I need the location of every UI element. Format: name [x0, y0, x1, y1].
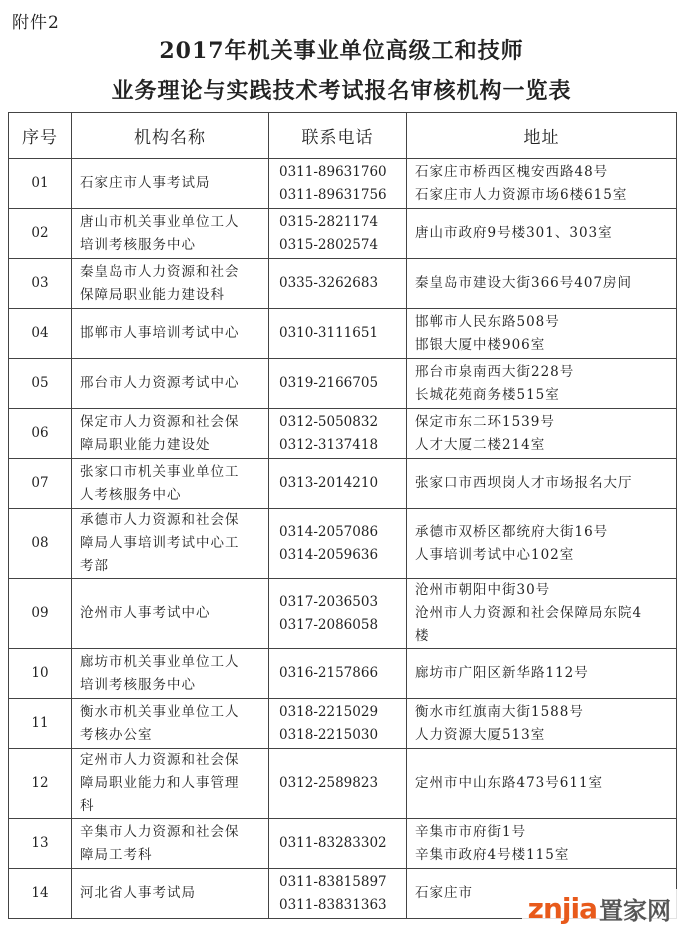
cell-phone	[269, 159, 407, 209]
cell-phone-line: 0311-89631756	[279, 186, 387, 203]
cell-address	[407, 209, 677, 259]
cell-phone	[269, 359, 407, 409]
page-title-line1: 2017年机关事业单位高级工和技师	[159, 38, 524, 64]
cell-phone-line: 0311-83283302	[279, 835, 387, 851]
cell-name	[72, 159, 269, 209]
cell-address-line: 唐山市政府9号楼301、303室	[415, 225, 613, 241]
cell-phone	[269, 699, 407, 749]
table-row	[9, 699, 677, 749]
cell-name-line: 保障局职业能力建设科	[80, 286, 225, 303]
cell-no: 09	[9, 579, 72, 649]
cell-phone-line: 0313-2014210	[279, 475, 379, 491]
cell-phone	[269, 309, 407, 359]
cell-address	[407, 259, 677, 309]
table-row	[9, 579, 677, 649]
cell-name-line: 沧州市人事考试中心	[80, 605, 211, 621]
cell-no: 05	[9, 359, 72, 409]
cell-phone-line: 0311-89631760	[279, 163, 387, 180]
cell-address-line: 张家口市西坝岗人才市场报名大厅	[415, 475, 633, 491]
cell-no: 14	[9, 869, 72, 919]
cell-phone-line: 0314-2059636	[279, 546, 379, 563]
column-header-no: 序号	[9, 113, 72, 159]
cell-phone-line: 0310-3111651	[279, 325, 379, 341]
page-title-line2: 业务理论与实践技术考试报名审核机构一览表	[111, 78, 572, 104]
table-row	[9, 209, 677, 259]
cell-name-line: 秦皇岛市人力资源和社会	[80, 263, 240, 280]
column-header-phone: 联系电话	[269, 113, 407, 159]
table-header-row	[9, 113, 677, 159]
cell-address-line: 辛集市市府街1号	[415, 823, 527, 840]
table-row	[9, 309, 677, 359]
cell-name-line: 邢台市人力资源考试中心	[80, 375, 240, 391]
cell-no: 10	[9, 649, 72, 699]
cell-phone	[269, 579, 407, 649]
table-row	[9, 259, 677, 309]
cell-no: 08	[9, 509, 72, 579]
cell-no: 07	[9, 459, 72, 509]
cell-address-line: 邯郸市人民东路508号	[415, 313, 560, 330]
table-row	[9, 509, 677, 579]
cell-name	[72, 699, 269, 749]
cell-phone-line: 0317-2036503	[279, 593, 379, 610]
cell-no: 02	[9, 209, 72, 259]
cell-address	[407, 749, 677, 819]
cell-phone	[269, 509, 407, 579]
cell-address-line: 人力资源大厦513室	[415, 726, 546, 743]
cell-phone-line: 0312-2589823	[279, 775, 379, 791]
cell-address-line: 承德市双桥区都统府大街16号	[415, 523, 609, 540]
cell-name-line: 张家口市机关事业单位工	[80, 463, 240, 480]
cell-phone-line: 0318-2215030	[279, 726, 379, 743]
cell-phone	[269, 869, 407, 919]
cell-address-line: 人事培训考试中心102室	[415, 546, 575, 563]
watermark-text: 置家网	[599, 897, 671, 925]
cell-phone-line: 0311-83815897	[279, 873, 387, 890]
cell-phone-line: 0315-2802574	[279, 236, 379, 253]
watermark-logo: znjia	[527, 892, 597, 925]
attachment-label: 附件2	[12, 13, 60, 33]
cell-phone-line: 0335-3262683	[279, 275, 379, 291]
cell-name-line: 人考核服务中心	[80, 486, 182, 503]
cell-address-line: 人才大厦二楼214室	[415, 436, 546, 453]
cell-name-line: 培训考核服务中心	[80, 676, 196, 693]
cell-address-line: 衡水市红旗南大街1588号	[415, 703, 584, 720]
cell-name-line: 障局人事培训考试中心工	[80, 535, 240, 551]
column-header-address: 地址	[407, 113, 677, 159]
watermark	[522, 889, 677, 928]
institution-table	[8, 112, 677, 919]
cell-name-line: 石家庄市人事考试局	[80, 175, 211, 191]
cell-address-line: 廊坊市广阳区新华路112号	[415, 665, 589, 681]
table-row	[9, 459, 677, 509]
table-row	[9, 749, 677, 819]
cell-name-line: 河北省人事考试局	[80, 885, 196, 901]
cell-name	[72, 309, 269, 359]
cell-address-line: 邢台市泉南西大街228号	[415, 363, 575, 380]
column-header-name: 机构名称	[72, 113, 269, 159]
cell-name-line: 培训考核服务中心	[80, 236, 196, 253]
cell-name	[72, 259, 269, 309]
cell-name	[72, 359, 269, 409]
cell-no: 03	[9, 259, 72, 309]
cell-phone	[269, 749, 407, 819]
cell-name-line: 邯郸市人事培训考试中心	[80, 325, 240, 341]
table-row	[9, 159, 677, 209]
cell-phone-line: 0314-2057086	[279, 523, 379, 540]
cell-name-line: 障局工考科	[80, 846, 153, 863]
cell-address	[407, 359, 677, 409]
cell-name	[72, 869, 269, 919]
cell-name-line: 考核办公室	[80, 726, 153, 743]
cell-phone-line: 0312-5050832	[279, 413, 379, 430]
cell-no: 06	[9, 409, 72, 459]
cell-phone	[269, 259, 407, 309]
cell-address-line: 楼	[415, 628, 430, 644]
cell-phone-line: 0319-2166705	[279, 375, 379, 391]
cell-address-line: 沧州市人力资源和社会保障局东院4	[415, 605, 643, 621]
cell-no: 12	[9, 749, 72, 819]
table-body	[9, 159, 677, 919]
cell-no: 13	[9, 819, 72, 869]
cell-name	[72, 579, 269, 649]
cell-name-line: 保定市人力资源和社会保	[80, 413, 240, 430]
cell-phone-line: 0311-83831363	[279, 896, 387, 913]
cell-phone	[269, 649, 407, 699]
cell-phone	[269, 459, 407, 509]
cell-address-line: 沧州市朝阳中街30号	[415, 582, 551, 598]
cell-name	[72, 209, 269, 259]
cell-name-line: 定州市人力资源和社会保	[80, 752, 240, 768]
cell-name-line: 辛集市人力资源和社会保	[80, 823, 240, 840]
table-row	[9, 819, 677, 869]
cell-phone-line: 0316-2157866	[279, 665, 379, 681]
cell-name	[72, 649, 269, 699]
cell-name-line: 廊坊市机关事业单位工人	[80, 653, 240, 670]
cell-address-line: 邯银大厦中楼906室	[415, 336, 546, 353]
cell-name-line: 承德市人力资源和社会保	[80, 512, 240, 528]
cell-name	[72, 509, 269, 579]
cell-phone-line: 0312-3137418	[279, 436, 379, 453]
cell-name-line: 障局职业能力和人事管理	[80, 775, 240, 791]
cell-address	[407, 649, 677, 699]
cell-name	[72, 409, 269, 459]
cell-phone	[269, 819, 407, 869]
table-row	[9, 649, 677, 699]
cell-address	[407, 579, 677, 649]
cell-name	[72, 749, 269, 819]
cell-address-line: 石家庄市桥西区槐安西路48号	[415, 163, 609, 180]
cell-address-line: 保定市东二环1539号	[415, 413, 555, 430]
cell-phone	[269, 209, 407, 259]
cell-no: 01	[9, 159, 72, 209]
cell-address	[407, 309, 677, 359]
cell-address-line: 长城花苑商务楼515室	[415, 386, 560, 403]
cell-phone-line: 0318-2215029	[279, 703, 379, 720]
cell-address	[407, 699, 677, 749]
cell-phone-line: 0315-2821174	[279, 213, 379, 230]
cell-name-line: 唐山市机关事业单位工人	[80, 213, 240, 230]
cell-address	[407, 509, 677, 579]
cell-name-line: 衡水市机关事业单位工人	[80, 703, 240, 720]
table-row	[9, 409, 677, 459]
cell-address-line: 定州市中山东路473号611室	[415, 775, 604, 791]
cell-name-line: 障局职业能力建设处	[80, 436, 211, 453]
cell-address-line: 秦皇岛市建设大街366号407房间	[415, 275, 633, 291]
cell-name	[72, 819, 269, 869]
cell-name-line: 考部	[80, 558, 109, 574]
cell-address	[407, 819, 677, 869]
cell-no: 11	[9, 699, 72, 749]
cell-address	[407, 459, 677, 509]
cell-name-line: 科	[80, 798, 95, 814]
cell-phone	[269, 409, 407, 459]
cell-address-line: 辛集市政府4号楼115室	[415, 846, 570, 863]
cell-phone-line: 0317-2086058	[279, 616, 379, 633]
cell-no: 04	[9, 309, 72, 359]
cell-address	[407, 409, 677, 459]
cell-address-line: 石家庄市人力资源市场6楼615室	[415, 186, 628, 203]
cell-name	[72, 459, 269, 509]
table-row	[9, 359, 677, 409]
cell-address-line: 石家庄市	[415, 885, 473, 901]
cell-address	[407, 159, 677, 209]
